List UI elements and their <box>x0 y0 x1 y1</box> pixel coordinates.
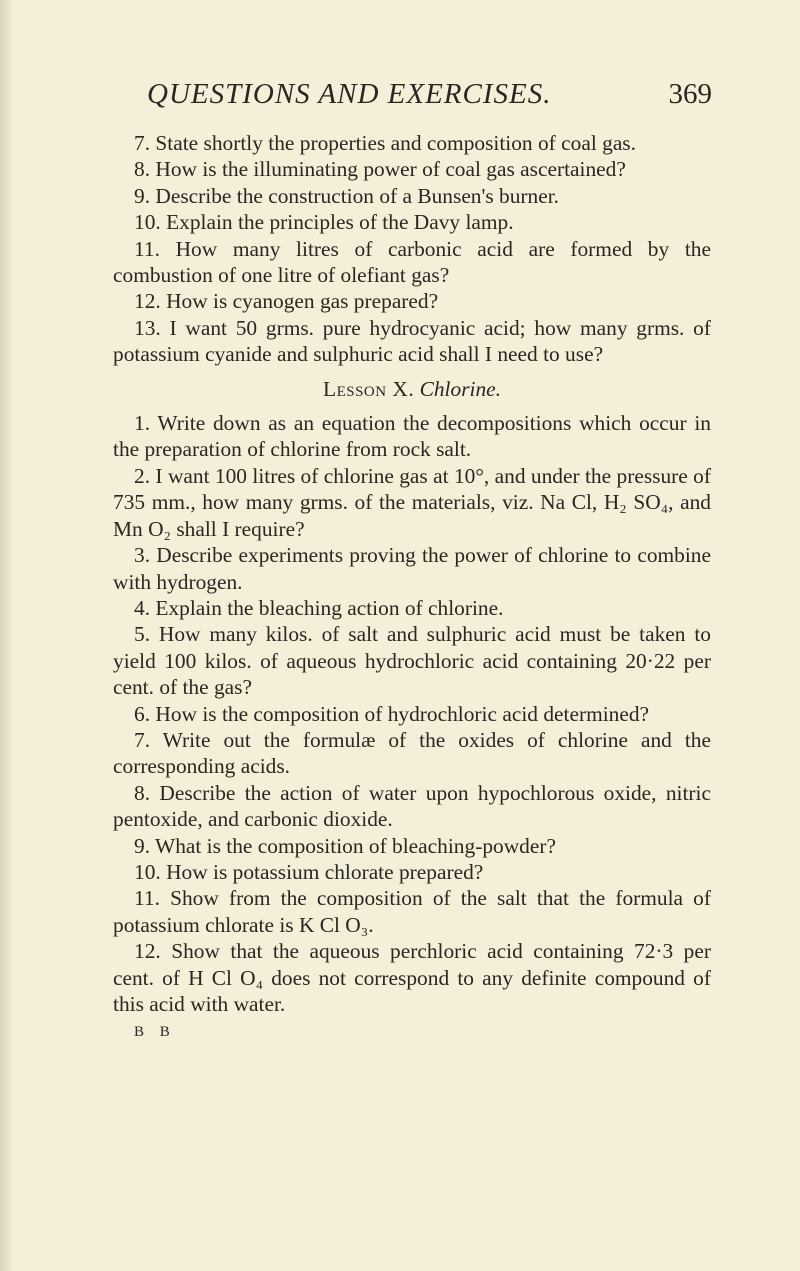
lesson-heading <box>113 376 711 402</box>
question-item: 5. How many kilos. of salt and sulphuric acid must be taken to yield 100 kilos. of aqueous hydrochloric acid containing 20·22 per cent. of the gas? <box>113 622 711 700</box>
page-body <box>113 130 711 1046</box>
question-item: 3. Describe experiments proving the power of chlorine to combine with hydrogen. <box>113 543 711 594</box>
question-item: 13. I want 50 grms. pure hydrocyanic acid; how many grms. of potassium cyanide and sulphuric acid shall I need to use? <box>113 315 711 367</box>
question-item: 11. How many litres of carbonic acid are formed by the combustion of one litre of olefiant gas? <box>113 236 711 288</box>
question-item: 7. Write out the formulæ of the oxides of chlorine and the corresponding acids. <box>113 727 711 779</box>
question-item: 1. Write down as an equation the decompositions which occur in the preparation of chlorine from rock salt. <box>113 411 711 462</box>
question-item: 10. Explain the principles of the Davy lamp. <box>134 210 514 235</box>
question-item: 8. Describe the action of water upon hypochlorous oxide, nitric pentoxide, and carbonic dioxide. <box>113 780 711 832</box>
question-item: 6. How is the composition of hydrochloric acid determined? <box>134 701 650 726</box>
page-header <box>112 78 712 118</box>
question-item: 10. How is potassium chlorate prepared? <box>134 859 484 884</box>
signature-mark: B B <box>134 1024 176 1041</box>
question-item: 11. Show from the composition of the salt that the formula of potassium chlorate is K Cl O₃. <box>113 886 711 937</box>
question-item: 7. State shortly the properties and composition of coal gas. <box>134 131 636 155</box>
lesson-label: Lesson X. <box>323 376 415 401</box>
lesson-topic: Chlorine. <box>419 376 501 401</box>
question-item: 9. Describe the construction of a Bunsen's burner. <box>134 183 560 208</box>
running-head: QUESTIONS AND EXERCISES. <box>147 78 552 110</box>
page-number: 369 <box>668 78 712 110</box>
question-item: 4. Explain the bleaching action of chlorine. <box>134 595 504 620</box>
question-item: 12. How is cyanogen gas prepared? <box>134 289 439 314</box>
question-item: 2. I want 100 litres of chlorine gas at 10°, and under the pressure of 735 mm., how many grms. of the materials, viz. Na Cl, H₂ SO₄, and Mn O₂ shall I require? <box>113 463 711 541</box>
binding-shadow <box>0 0 14 1271</box>
question-item: 9. What is the composition of bleaching-powder? <box>134 833 556 858</box>
question-item: 12. Show that the aqueous perchloric acid containing 72·3 per cent. of H Cl O₄ does not correspond to any definite compound of this acid with water. <box>113 939 711 1016</box>
question-item: 8. How is the illuminating power of coal gas ascertained? <box>134 157 626 182</box>
